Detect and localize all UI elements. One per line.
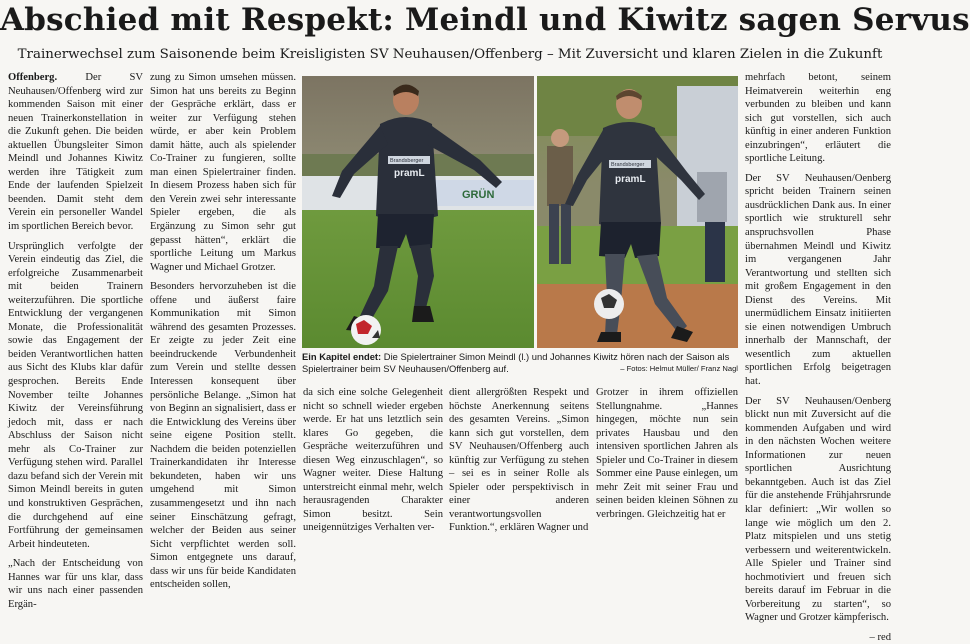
caption-lead: Ein Kapitel endet: (302, 351, 382, 362)
photo-1-illustration (302, 76, 534, 348)
paragraph: Der SV Neuhausen/Oenberg spricht beiden Trainern seinen ausdrücklichen Dank aus. In einer sportlich wie strukturell sehr anspruchsvollen Phase übernahmen Meindl und Kiwitz im vergangenen Jahr Verantwortung und stellten sich mit großem Engagement in den Dienst des Vereins. Mit unermüdlichem Einsatz initiierten sie einen notwendigen Umbruch innerhalb der Mannschaft, der wesentlich zum aktuellen sportlichen Erfolg beigetragen hat. (745, 172, 891, 388)
banner-text: GRÜN (462, 189, 495, 201)
photo-credit: – Fotos: Helmut Müller/ Franz Nagl (620, 364, 738, 373)
column-1 (8, 71, 143, 610)
column-3: da sich eine solche Gelegenheit nicht so schnell wieder ergeben werde. Er hat uns letztlich sein klares Go gegeben, die Gespräche weiterzuführen und diesen Weg einzuschlagen“, so Wagner weiter. Diese Haltung unterstreicht einmal mehr, welch herausragenden Charakter Simon besitzt. Sein uneigennütziges Verhalten ver- (303, 387, 443, 534)
jersey-logo: pramL (394, 168, 425, 179)
photo-simon-meindl (302, 76, 534, 348)
jersey-logo: pramL (615, 174, 646, 185)
subheadline: Trainerwechsel zum Saisonende beim Kreisligisten SV Neuhausen/Offenberg – Mit Zuversicht und klaren Zielen in die Zukunft (17, 47, 883, 62)
paragraph: mehrfach betont, seinem Heimatverein weiterhin eng verbunden zu bleiben und kann sich gut vorstellen, sich auch künftig in einer anderen Funktion einzubringen“, erläutert die sportliche Leitung. (745, 72, 891, 165)
photo-johannes-kiwitz (537, 76, 738, 348)
column-2 (150, 71, 296, 591)
paragraph: Besonders hervorzuheben ist die offene und äußerst faire Kommunikation mit Simon während des gesamten Prozesses. Er zeigte zu jeder Zeit eine beeindruckende Verbundenheit zum Verein und stellte dessen Interessen konsequent über persönliche Belange. „Simon hat von Beginn an signalisiert, dass er die Entwicklung des Vereins über seine eigene Position stellt. Nachdem die beiden potenziellen Trainerkandidaten ihr Interesse bekundeten, haben wir uns umgehend mit Simon zusammengesetzt und ihn nach seiner Einschätzung gefragt, welcher der Beiden aus seiner Sicht verpflichtet werden soll. Simon entgegnete uns darauf, dass wir uns für beide Kandidaten entscheiden sollen, (150, 281, 296, 591)
photo-2-illustration (537, 76, 738, 348)
jersey-text: Brandsberger (611, 162, 645, 168)
paragraph: Der SV Neuhausen/Oenberg blickt nun mit Zuversicht auf die kommenden Aufgaben und wird in den nächsten Wochen weitere Informationen zur neuen sportlichen Ausrichtung bekanntgeben. Auch ist das Ziel für die anstehende Frühjahrsrunde klar definiert: „Wir wollen so lange wie möglich um den 2. Platz mitspielen und uns stetig verbessern und weiterentwickeln. Alle Spieler und Trainer sind hochmotiviert und freuen sich bereits darauf im Februar in die Vorbereitung zu starten“, so Wagner und Grotzer kämpferisch. (745, 395, 891, 624)
paragraph-text: Der SV Neuhausen/Offenberg wird zur kommenden Saison mit einer neuen Trainerkonstellation in die Zukunft gehen. Die beiden aktuellen Übungsleiter Simon Meindl und Johannes Kiwitz werden ihre Tätigkeit zum Ende der laufenden Spielzeit beenden. Damit steht dem Verein ein personeller Wandel im sportlichen Bereich bevor. (8, 72, 143, 233)
author-signature: – red (869, 631, 891, 643)
column-4: dient allergrößten Respekt und höchste Anerkennung seitens des gesamten Vereins. „Simon kann sich gut vorstellen, dem SV Neuhausen/Offenberg auch künftig zur Verfügung zu stehen – sei es in seiner Rolle als Spieler oder perspektivisch in einer anderen verantwortungsvollen Funktion.“, erklären Wagner und (449, 387, 589, 534)
jersey-text: Brandsberger (390, 158, 424, 164)
photo-caption (302, 351, 738, 375)
paragraph: zung zu Simon umsehen müssen. Simon hat uns bereits zu Beginn der Gespräche erklärt, dass er weiter zur Verfügung stehen würde, er aber kein Problem damit hätte, auch als spielender Co-Trainer zu fungieren, sollte man einen Spielertrainer finden. In diesem Prozess haben sich für den Verein zwei sehr interessante Spieler ergeben, die als Ergänzung zu Simon sehr gut gepasst hätten“, erklärt die sportliche Leitung um Markus Wagner und Michael Grotzer. (150, 72, 296, 273)
dateline: Offenberg. (8, 72, 58, 83)
paragraph: Ursprünglich verfolgte der Verein eindeutig das Ziel, die erfolgreiche Zusammenarbeit mit beiden Trainern weiterzuführen. Die sportliche Entwicklung der vergangenen Monate, die Professionalität sowie das Engagement der beiden Verantwortlichen hatten aus Sicht des Klubs klar dafür gesprochen. Bereits Ende November teilte Johannes Kiwitz der Vereinsführung jedoch mit, dass er nach Abschluss der Saison nicht mehr als Co-Trainer zur Verfügung stehen wird. Parallel dazu befand sich der Verein mit Simon Meindl bereits in guten und konstruktiven Gesprächen, die durchgehend auf eine Fortführung der gemeinsamen Arbeit hindeuteten. (8, 240, 143, 550)
paragraph (8, 71, 143, 234)
paragraph: „Nach der Entscheidung von Hannes war für uns klar, dass wir uns nach einer passenden Ergän- (8, 558, 143, 610)
column-4b: Grotzer in ihrem offiziellen Stellungnahme. „Hannes hingegen, möchte nun sein privates Hausbau und den intensiven sportlichen Jahren als Spieler und Co-Trainer in diesem Sommer eine Pause einlegen, um mehr Zeit mit seiner Frau und seinen beiden kleinen Söhnen zu verbringen. Gleichzeitig hat er (596, 387, 738, 520)
column-5 (745, 71, 891, 643)
caption-text: Die Spielertrainer Simon Meindl (l.) und Johannes Kiwitz hören nach der Saison als Spielertrainer beim SV Neuhausen/Offenberg auf. (302, 351, 730, 374)
headline: Abschied mit Respekt: Meindl und Kiwitz sagen Servus (0, 2, 970, 38)
